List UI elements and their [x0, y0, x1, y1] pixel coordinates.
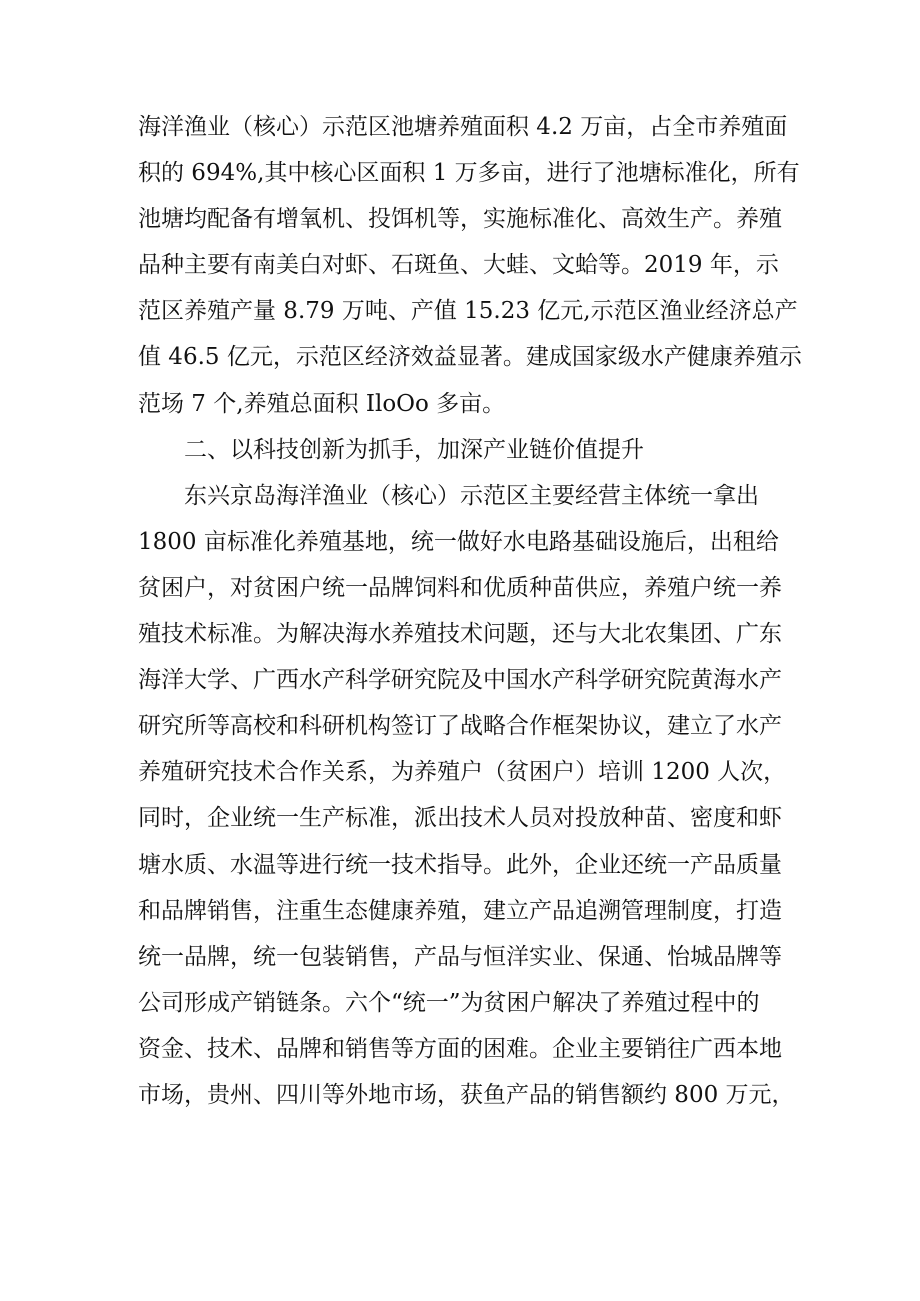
text-line: 殖技术标准。为解决海水养殖技术问题，还与大北农集团、广东	[138, 621, 782, 648]
text-line: 池塘均配备有增氧机、投饵机等，实施标准化、高效生产。养殖	[138, 206, 782, 233]
text-line: 统一品牌，统一包装销售，产品与恒洋实业、保通、怡城品牌等	[138, 943, 782, 970]
paragraph-1	[138, 104, 802, 427]
text-line: 塘水质、水温等进行统一技术指导。此外，企业还统一产品质量	[138, 851, 782, 878]
text-line: 市场，贵州、四川等外地市场，获鱼产品的销售额约 800 万元，	[138, 1081, 795, 1108]
text-line: 范区养殖产量 8.79 万吨、产值 15.23 亿元,示范区渔业经济总产	[138, 298, 798, 325]
paragraph-2	[138, 473, 798, 1118]
text-line: 公司形成产销链条。六个“统一”为贫困户解决了养殖过程中的	[138, 989, 760, 1016]
document-body	[138, 104, 802, 1118]
text-line: 和品牌销售，注重生态健康养殖，建立产品追溯管理制度，打造	[138, 897, 782, 924]
text-line: 积的 694%,其中核心区面积 1 万多亩，进行了池塘标准化，所有	[138, 160, 800, 187]
text-line: 品种主要有南美白对虾、石斑鱼、大蛙、文蛤等。2019 年，示	[138, 252, 779, 279]
text-line: 养殖研究技术合作关系，为养殖户（贫困户）培训 1200 人次，	[138, 759, 787, 786]
text-line: 研究所等高校和科研机构签订了战略合作框架协议，建立了水产	[138, 713, 782, 740]
section-heading: 二、以科技创新为抓手，加深产业链价值提升	[184, 436, 644, 463]
text-line: 1800 亩标准化养殖基地，统一做好水电路基础设施后，出租给	[138, 528, 779, 555]
text-line: 海洋渔业（核心）示范区池塘养殖面积 4.2 万亩，占全市养殖面	[138, 114, 788, 140]
text-line: 东兴京岛海洋渔业（核心）示范区主要经营主体统一拿出	[184, 482, 759, 509]
text-line: 海洋大学、广西水产科学研究院及中国水产科学研究院黄海水产	[138, 667, 782, 694]
text-line: 范场 7 个,养殖总面积 IloOo 多亩。	[138, 390, 506, 417]
text-line: 值 46.5 亿元，示范区经济效益显著。建成国家级水产健康养殖示	[138, 344, 802, 371]
text-line: 贫困户，对贫困户统一品牌饲料和优质种苗供应，养殖户统一养	[138, 574, 782, 601]
text-line: 同时，企业统一生产标准，派出技术人员对投放种苗、密度和虾	[138, 805, 782, 832]
text-line: 资金、技术、品牌和销售等方面的困难。企业主要销往广西本地	[138, 1035, 782, 1062]
